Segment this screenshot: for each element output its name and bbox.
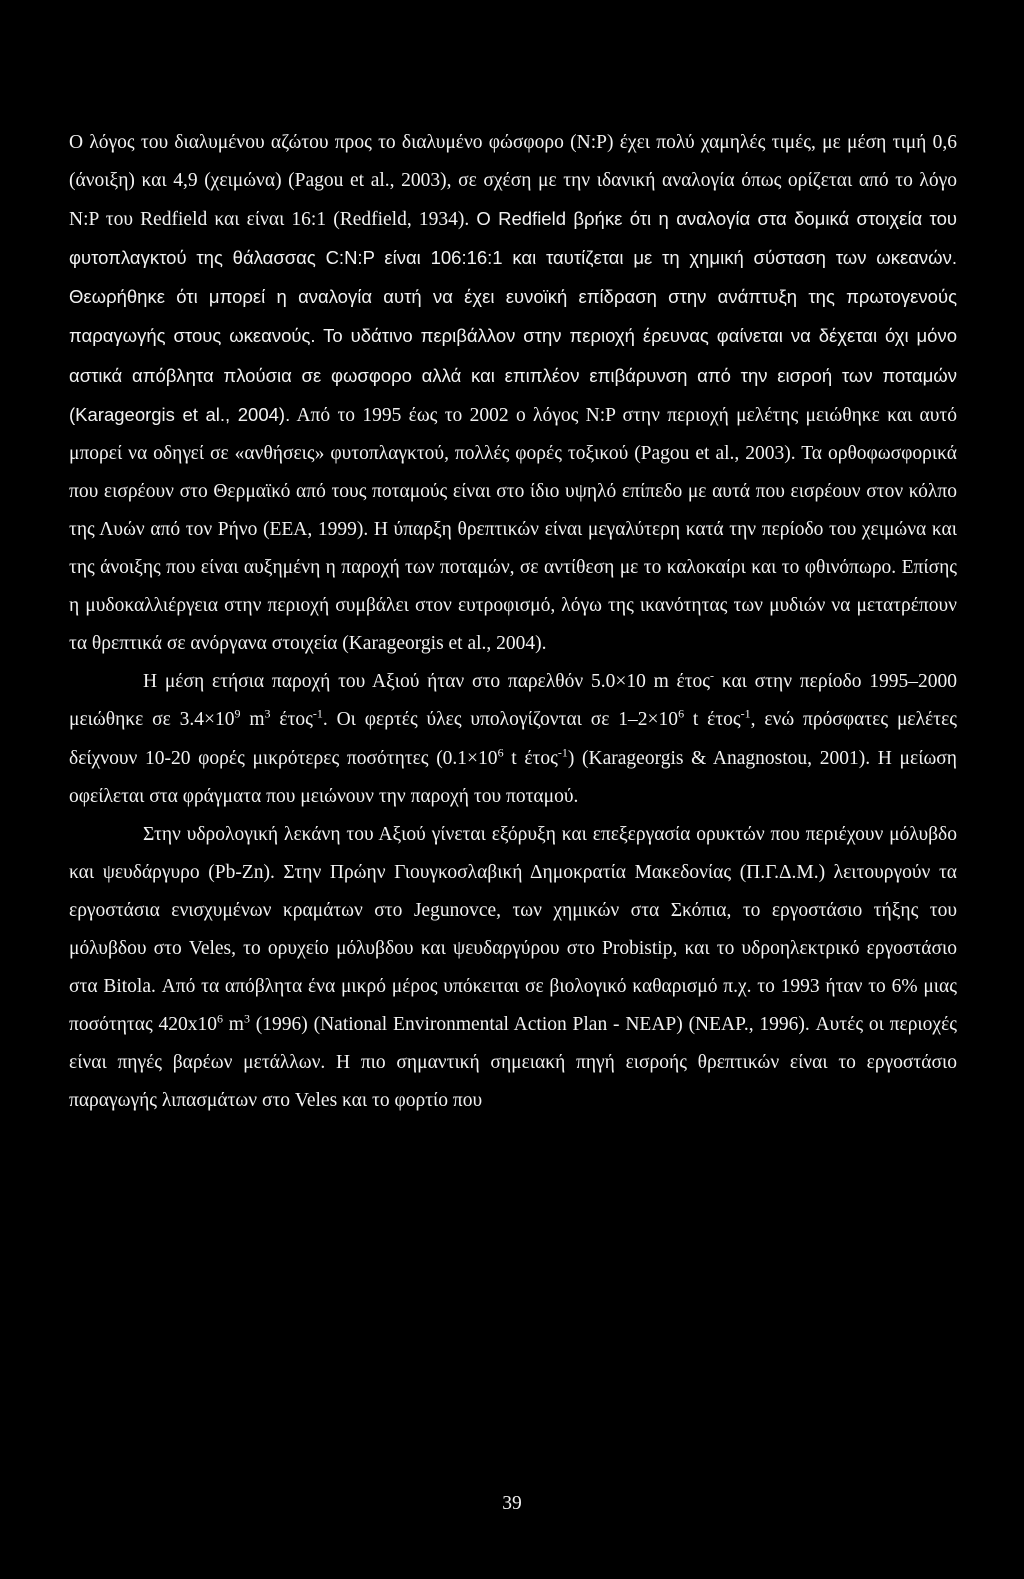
superscript: 3 xyxy=(264,706,271,721)
paragraph-2-text: και στην περίοδο 1995–2000 μειώθηκε σε 3.4×10 xyxy=(69,671,957,731)
superscript: 6 xyxy=(497,745,504,759)
paragraph-2-text: έτος xyxy=(270,709,313,731)
paragraph-1-part-b: Ο Redfield βρήκε ότι η αναλογία στα δομικά στοιχεία του φυτοπλαγκτού της θάλασσας C:N:P είναι 106:16:1 και ταυτίζεται με τη χημική σύσταση των ωκεανών. Θεωρήθηκε ότι μπορεί η αναλογία αυτή να έχει ευνοϊκή επίδραση στην ανάπτυξη της πρωτογενούς παραγωγής στους ωκεανούς. Το υδάτινο περιβάλλον στην περιοχή έρευνας φαίνεται να δέχεται όχι μόνο αστικά απόβλητα πλούσια σε φωσφορο αλλά και επιπλέον επιβάρυνση από την εισροή των ποταμών (Karageorgis et al., 2004). xyxy=(69,208,958,425)
paragraph-2-text: ) (Karageorgis & Anagnostou, 2001). Η μείωση οφείλεται στα φράγματα που μειώνουν την παροχή του ποταμού. xyxy=(69,747,957,807)
superscript: - xyxy=(710,668,715,683)
superscript: -1 xyxy=(740,706,751,721)
paragraph-1-part-a: Ο λόγος του διαλυμένου αζώτου προς το διαλυμένο φώσφορο (N:P) έχει πολύ χαμηλές τιμές, με μέση τιμή 0,6 (άνοιξη) και 4,9 (χειμώνα) (Pagou et al., 2003), σε σχέση με την ιδανική αναλογία όπως ορίζεται από το λόγο N:P του Redfield και είναι 16:1 (Redfield, 1934). xyxy=(69,132,957,231)
paragraph-2-text: t έτος xyxy=(684,709,741,731)
paragraph-2 xyxy=(69,663,957,815)
paragraph-2-text: m xyxy=(240,709,265,731)
superscript: 6 xyxy=(216,1011,223,1026)
superscript: -1 xyxy=(557,745,568,759)
superscript: 3 xyxy=(243,1011,250,1026)
paragraph-3-text: Στην υδρολογική λεκάνη του Αξιού γίνεται εξόρυξη και επεξεργασία ορυκτών που περιέχουν μόλυβδο και ψευδάργυρο (Pb-Zn). Στην Πρώην Γιουγκοσλαβική Δημοκρατία Μακεδονίας (Π.Γ.Δ.Μ.) λειτουργούν τα εργοστάσια ενισχυμένων κραμάτων στο Jegunovce, των χημικών στα Σκόπια, το εργοστάσιο τήξης του μόλυβδου στο Veles, το ορυχείο μόλυβδου και ψευδαργύρου στο Probistip, και το υδροηλεκτρικό εργοστάσιο στα Bitola. Από τα απόβλητα ένα μικρό μέρος υπόκειται σε βιολογικό καθαρισμό π.χ. το 1993 ήταν το 6% μιας ποσότητας 420x10 xyxy=(69,823,957,1036)
paragraph-1-part-c: Από το 1995 έως το 2002 ο λόγος N:P στην περιοχή μελέτης μειώθηκε και αυτό μπορεί να οδηγεί σε «ανθήσεις» φυτοπλαγκτού, πολλές φορές τοξικού (Pagou et al., 2003). Τα ορθοφωσφορικά που εισρέουν στο Θερμαϊκό από τους ποταμούς είναι στο ίδιο υψηλό επίπεδο με αυτά που εισρέουν στον κόλπο της Λυών από τον Ρήνο (ΕΕΑ, 1999). Η ύπαρξη θρεπτικών είναι μεγαλύτερη κατά την περίοδο του χειμώνα και της άνοιξης που είναι αυξημένη η παροχή των ποταμών, σε αντίθεση με το καλοκαίρι και το φθινόπωρο. Επίσης η μυδοκαλλιέργεια στην περιοχή συμβάλει στον ευτροφισμό, λόγω της ικανότητας των μυδιών να μετατρέπουν τα θρεπτικά σε ανόργανα στοιχεία (Karageorgis et al., 2004). xyxy=(69,404,957,655)
superscript: 6 xyxy=(678,706,685,721)
paragraph-2-text: t έτος xyxy=(503,747,558,769)
paragraph-2-text: Η μέση ετήσια παροχή του Αξιού ήταν στο παρελθόν 5.0×10 m έτος xyxy=(143,671,711,693)
body-text xyxy=(69,124,957,1120)
paragraph-1 xyxy=(69,124,957,663)
paragraph-3-text: (1996) (National Environmental Action Plan - NEAP) (NEAP., 1996). Αυτές οι περιοχές είναι πηγές βαρέων μετάλλων. Η πιο σημαντική σημειακή πηγή εισροής θρεπτικών είναι το εργοστάσιο παραγωγής λιπασμάτων στο Veles και το φορτίο που xyxy=(69,1014,957,1112)
paragraph-3-text: m xyxy=(222,1014,244,1036)
superscript: -1 xyxy=(312,706,323,721)
paragraph-3 xyxy=(69,816,957,1121)
page-number: 39 xyxy=(502,1493,522,1514)
paragraph-2-text: , ενώ πρόσφατες μελέτες δείχνουν 10-20 φορές μικρότερες ποσότητες (0.1×10 xyxy=(69,709,957,769)
paragraph-2-text: . Οι φερτές ύλες υπολογίζονται σε 1–2×10 xyxy=(322,709,679,731)
superscript: 9 xyxy=(234,706,241,721)
